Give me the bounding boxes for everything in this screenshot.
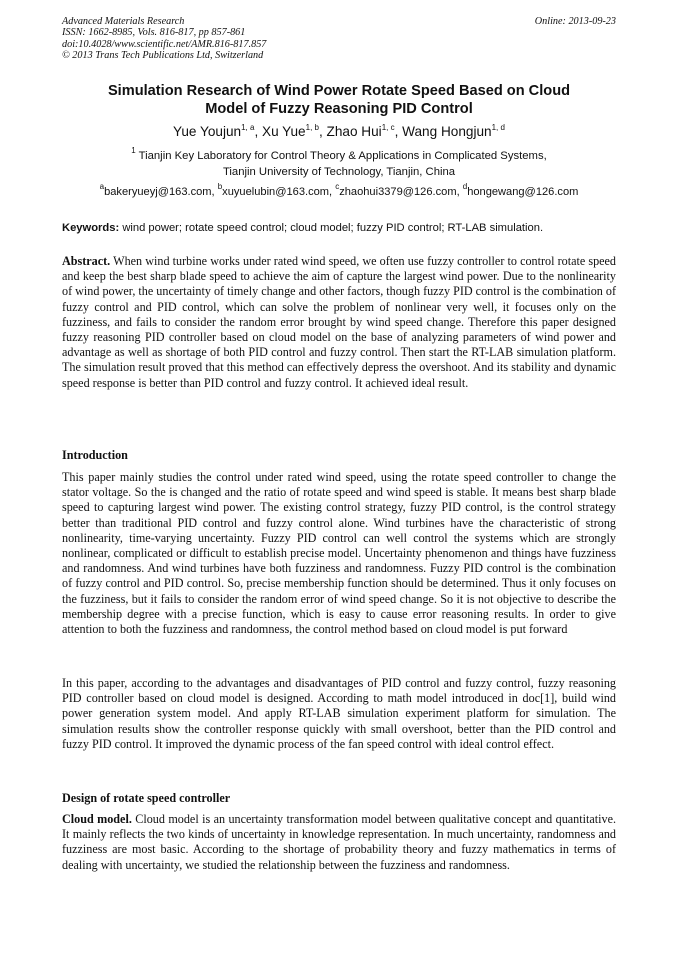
copyright-line: © 2013 Trans Tech Publications Ltd, Switzerland	[62, 50, 264, 62]
email-mark: a	[99, 182, 105, 191]
affiliation-mark: 1	[131, 146, 136, 155]
email-link[interactable]: bakeryueyj@163.com	[104, 186, 212, 198]
title-line-2: Model of Fuzzy Reasoning PID Control	[205, 101, 473, 117]
email-list: $^a$bakeryueyj@163.com, $^b$xuyuelubin@163.com, $^c$zhaohui3379@126.com, $^d$hongewang@126.com	[99, 182, 579, 198]
keywords-label: Keywords:	[62, 222, 120, 234]
abstract-text: When wind turbine works under rated wind speed, we often use fuzzy controller to control rotate speed and keep the best sharp blade speed to achieve the aim of capture the largest wind power. Due to the nonlinearity of wind power, the uncertainty of timely change and other factors, though fuzzy PID control is the combination of fuzzy control and PID control, which can solve the problem of nonlinear very well, it focuses only on the fuzziness, and fails to consider the random error brought by wind speed change. Therefore this paper designed fuzzy reasoning PID controller based on cloud model on the base of analyzing parameters of wind power and advantage as well as shortage of both PID control and fuzzy control. Then start the RT-LAB simulation platform. The simulation result proved that this method can effectively depress the overshoot. And its stability and dynamic speed response is better than PID control and fuzzy control. It achieved ideal result.	[62, 254, 616, 390]
email-mark: d	[462, 182, 468, 191]
author-name: Yue Youjun	[173, 124, 242, 139]
author-affil-mark: 1, a	[241, 123, 255, 132]
section-heading-introduction: Introduction	[62, 448, 128, 462]
doi-line: doi:10.4028/www.scientific.net/AMR.816-817.857	[62, 38, 267, 50]
journal-header	[62, 16, 616, 62]
introduction-paragraph-1: This paper mainly studies the control under rated wind speed, using the rotate speed controller to change the stator voltage. So the is changed and the ratio of rotate speed and wind speed is stable. It means best sharp blade speed to capturing largest wind power. The existing control strategy, fuzzy PID control, is the control strategy better than traditional PID control and fuzzy control alone. Wind turbines have the characteristic of strong nonlinearity, time-varying uncertainty. Fuzzy PID control can well control the systems which are strongly nonlinear, complicated or difficult to establish precise model. Uncertainty phenomenon and things have fuzziness and randomness. And wind turbines have both fuzziness and randomness. Fuzzy PID control is the combination of fuzzy control and PID control. So, precise membership function should be determined. Thus it only focuses on the fuzziness, but it fails to consider the random error of wind speed change. So it is not objective to describe the membership degree with a precise function, which is easy to cause error reasoning results. In order to give attention to both the fuzziness and randomness, the control method based on cloud model is put forward	[62, 470, 616, 637]
email-mark: c	[335, 182, 340, 191]
author-name: Zhao Hui	[326, 124, 382, 139]
author-affil-mark: 1, d	[491, 123, 505, 132]
author-affil-mark: 1, b	[305, 123, 319, 132]
journal-name: Advanced Materials Research	[62, 16, 185, 27]
email-link[interactable]: xuyuelubin@163.com	[222, 186, 330, 198]
author-affil-mark: 1, c	[381, 123, 395, 132]
keywords	[62, 221, 616, 235]
affiliation-line-2: Tianjin University of Technology, Tianjin, China	[222, 165, 456, 178]
paper-title	[62, 82, 616, 118]
email-link[interactable]: zhaohui3379@126.com	[339, 186, 457, 198]
affiliation-line-1: Tianjin Key Laboratory for Control Theory & Applications in Complicated Systems,	[138, 150, 547, 162]
introduction-paragraph-2: In this paper, according to the advantages and disadvantages of PID control and fuzzy control, fuzzy reasoning PID controller based on cloud model is designed. According to math model introduced in doc[1], build wind power generation system model. And apply RT-LAB simulation experiment platform for simulation. The simulation results show the controller response quickly with small overshoot, better than the PID control and fuzzy PID control. It improved the dynamic process of the fan speed control with ideal control effect.	[62, 676, 616, 751]
abstract	[62, 254, 616, 391]
online-date: Online: 2013-09-23	[534, 16, 616, 27]
title-line-1: Simulation Research of Wind Power Rotate Speed Based on Cloud	[107, 83, 571, 99]
author-name: Xu Yue	[262, 124, 306, 139]
issn-line: ISSN: 1662-8985, Vols. 816-817, pp 857-861	[62, 27, 246, 39]
keywords-text: wind power; rotate speed control; cloud model; fuzzy PID control; RT-LAB simulation.	[122, 222, 544, 234]
affiliation	[62, 146, 616, 180]
section-heading-design: Design of rotate speed controller	[62, 791, 231, 805]
cloud-model-text: Cloud model is an uncertainty transformation model between qualitative concept and quantitative. It mainly reflects the two kinds of uncertainty in knowledge representation. In much uncertainty, randomness and fuzziness are most basic. According to the shortage of probability theory and fuzzy mathematics in terms of dealing with uncertainty, we studied the relationship between the fuzziness and randomness.	[62, 812, 617, 872]
cloud-model-paragraph	[62, 812, 616, 873]
cloud-model-label: Cloud model.	[62, 812, 132, 826]
email-mark: b	[217, 182, 223, 191]
email-link[interactable]: hongewang@126.com	[467, 186, 579, 198]
abstract-label: Abstract.	[62, 254, 111, 268]
author-name: Wang Hongjun	[402, 124, 492, 139]
author-list: Yue Youjun$^{1, a}$, Xu Yue$^{1, b}$, Zhao Hui$^{1, c}$, Wang Hongjun$^{1, d}$	[173, 123, 505, 139]
